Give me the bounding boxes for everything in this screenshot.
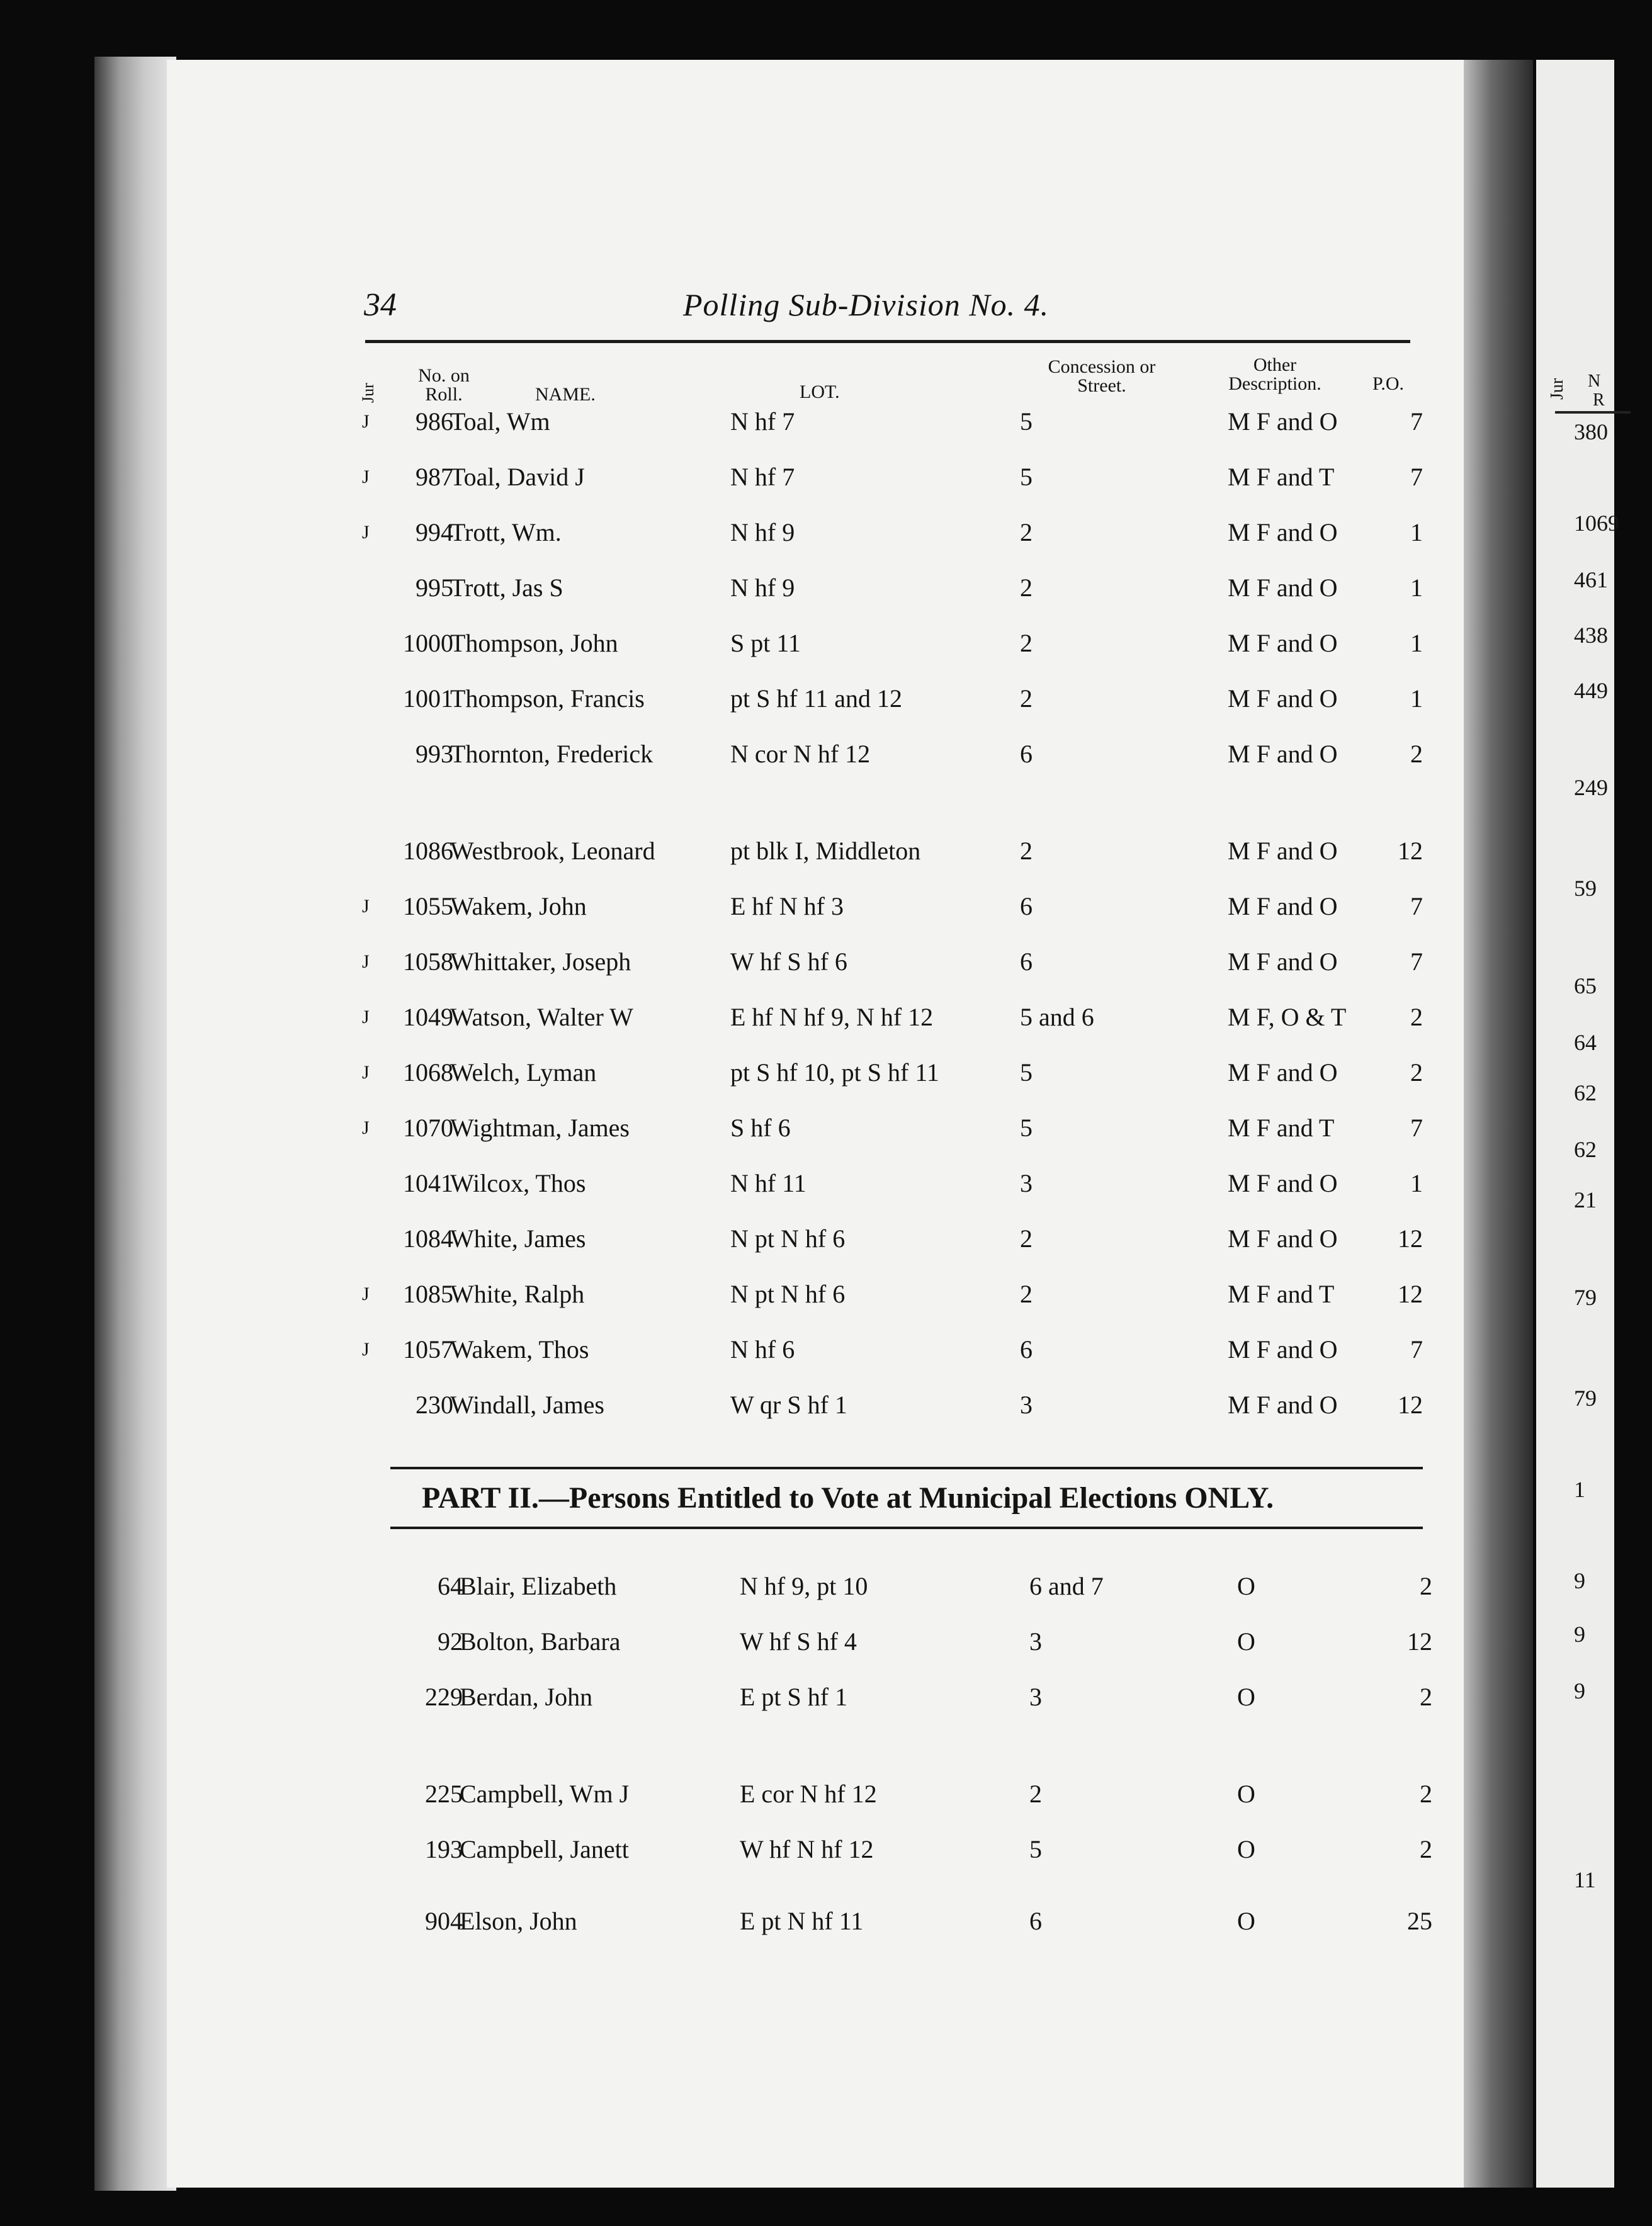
elector-name: Toal, David J <box>450 463 585 491</box>
next-page-roll-number: 79 <box>1574 1386 1597 1411</box>
lot-description: N pt N hf 6 <box>730 1280 846 1308</box>
elector-name: Trott, Wm. <box>450 518 562 546</box>
roll-entry-row <box>353 1165 1435 1202</box>
lot-description: N hf 6 <box>730 1335 795 1364</box>
other-description: M F and T <box>1228 463 1335 491</box>
concession: 3 <box>1029 1627 1042 1656</box>
roll-number: 1000 <box>403 629 453 657</box>
other-description: M F and O <box>1228 573 1338 602</box>
concession: 6 <box>1029 1907 1042 1935</box>
elector-name: Wakem, Thos <box>450 1335 589 1364</box>
roll-entry-row <box>362 1568 1445 1605</box>
juror-mark: J <box>362 1007 370 1027</box>
part2-rule-bottom <box>390 1527 1423 1529</box>
elector-name: Toal, Wm <box>450 407 550 436</box>
next-page-roll-number: 62 <box>1574 1080 1597 1105</box>
concession: 5 <box>1029 1835 1042 1863</box>
other-description: M F, O & T <box>1228 1003 1347 1031</box>
roll-entry-row <box>353 680 1435 718</box>
roll-entry-row <box>353 1054 1435 1092</box>
concession: 6 <box>1020 1335 1032 1364</box>
elector-name: Thompson, Francis <box>450 684 645 713</box>
post-office: 2 <box>1420 1572 1432 1600</box>
roll-number: 1055 <box>403 892 453 920</box>
concession: 5 <box>1020 407 1032 436</box>
roll-entry-row <box>362 1775 1445 1813</box>
lot-description: E cor N hf 12 <box>740 1780 877 1808</box>
other-description: M F and O <box>1228 518 1338 546</box>
next-page-roll-number: 1 <box>1574 1477 1585 1502</box>
post-office: 2 <box>1420 1835 1432 1863</box>
roll-number: 994 <box>416 518 453 546</box>
elector-name: Windall, James <box>450 1391 604 1419</box>
roll-entry-row <box>353 569 1435 607</box>
post-office: 2 <box>1410 1003 1423 1031</box>
concession: 6 and 7 <box>1029 1572 1104 1600</box>
next-page-roll-number: 9 <box>1574 1568 1585 1593</box>
other-description: O <box>1237 1907 1255 1935</box>
other-description: M F and O <box>1228 1335 1338 1364</box>
roll-number: 1049 <box>403 1003 453 1031</box>
elector-name: Wilcox, Thos <box>450 1169 586 1197</box>
elector-name: Thornton, Frederick <box>450 740 653 768</box>
other-description: M F and O <box>1228 629 1338 657</box>
post-office: 1 <box>1410 629 1423 657</box>
roll-entry-row <box>353 1109 1435 1147</box>
other-description: M F and O <box>1228 684 1338 713</box>
next-page-roll-number: 64 <box>1574 1030 1597 1055</box>
concession: 6 <box>1020 740 1032 768</box>
next-page-roll-number: 249 <box>1574 775 1608 800</box>
column-header-concession: Concession or Street. <box>1048 356 1156 396</box>
roll-number: 993 <box>416 740 453 768</box>
elector-name: Wightman, James <box>450 1114 630 1142</box>
other-description: M F and O <box>1228 740 1338 768</box>
other-description: O <box>1237 1572 1255 1600</box>
lot-description: pt S hf 10, pt S hf 11 <box>730 1058 939 1087</box>
juror-mark: J <box>362 1284 370 1304</box>
concession: 2 <box>1029 1780 1042 1808</box>
post-office: 2 <box>1410 740 1423 768</box>
elector-name: Thompson, John <box>450 629 618 657</box>
column-header-po: P.O. <box>1372 373 1405 394</box>
concession: 2 <box>1020 629 1032 657</box>
juror-mark: J <box>362 896 370 917</box>
post-office: 12 <box>1398 1224 1423 1253</box>
roll-number: 92 <box>438 1627 463 1656</box>
post-office: 12 <box>1398 837 1423 865</box>
roll-entry-row <box>362 1678 1445 1716</box>
roll-number: 1084 <box>403 1224 453 1253</box>
lot-description: W hf S hf 4 <box>740 1627 857 1656</box>
next-page-roll-number: 21 <box>1574 1187 1597 1212</box>
other-description: M F and O <box>1228 837 1338 865</box>
roll-number: 1058 <box>403 947 453 976</box>
roll-entry-row <box>353 1331 1435 1369</box>
roll-entry-row <box>353 1275 1435 1313</box>
elector-name: Trott, Jas S <box>450 573 563 602</box>
concession: 2 <box>1020 518 1032 546</box>
lot-description: N hf 9, pt 10 <box>740 1572 868 1600</box>
elector-name: Bolton, Barbara <box>460 1627 621 1656</box>
other-description: M F and T <box>1228 1114 1335 1142</box>
post-office: 1 <box>1410 684 1423 713</box>
roll-entry-row <box>362 1902 1445 1940</box>
next-page-edge <box>1536 60 1619 2188</box>
lot-description: N hf 9 <box>730 518 795 546</box>
header-rule <box>365 340 1410 343</box>
juror-mark: J <box>362 1117 370 1138</box>
elector-name: Watson, Walter W <box>450 1003 633 1031</box>
elector-name: Elson, John <box>460 1907 577 1935</box>
concession: 2 <box>1020 684 1032 713</box>
column-header-description: Other Description. <box>1228 354 1321 394</box>
lot-description: N cor N hf 12 <box>730 740 871 768</box>
roll-number: 904 <box>425 1907 463 1935</box>
elector-name: Welch, Lyman <box>450 1058 597 1087</box>
next-page-roll-number: 65 <box>1574 973 1597 998</box>
post-office: 2 <box>1420 1780 1432 1808</box>
book-gutter <box>1464 60 1533 2188</box>
roll-entry-row <box>353 624 1435 662</box>
column-header-jur: Jur <box>359 383 377 403</box>
roll-number: 64 <box>438 1572 463 1600</box>
lot-description: N hf 11 <box>730 1169 806 1197</box>
lot-description: E hf N hf 9, N hf 12 <box>730 1003 934 1031</box>
concession: 2 <box>1020 1280 1032 1308</box>
concession: 5 <box>1020 1058 1032 1087</box>
post-office: 1 <box>1410 573 1423 602</box>
lot-description: S hf 6 <box>730 1114 791 1142</box>
roll-number: 230 <box>416 1391 453 1419</box>
next-page-roll-number: 9 <box>1574 1678 1585 1703</box>
roll-number: 1001 <box>403 684 453 713</box>
lot-description: pt S hf 11 and 12 <box>730 684 902 713</box>
roll-number: 229 <box>425 1683 463 1711</box>
lot-description: S pt 11 <box>730 629 801 657</box>
roll-number: 193 <box>425 1835 463 1863</box>
lot-description: N pt N hf 6 <box>730 1224 846 1253</box>
post-office: 7 <box>1410 1114 1423 1142</box>
other-description: M F and O <box>1228 892 1338 920</box>
roll-entry-row <box>353 458 1435 496</box>
concession: 2 <box>1020 837 1032 865</box>
juror-mark: J <box>362 522 370 543</box>
running-head: Polling Sub-Division No. 4. <box>683 287 1049 322</box>
post-office: 2 <box>1410 1058 1423 1087</box>
elector-name: Campbell, Wm J <box>460 1780 630 1808</box>
elector-name: Wakem, John <box>450 892 587 920</box>
roll-number: 225 <box>425 1780 463 1808</box>
other-description: M F and O <box>1228 1224 1338 1253</box>
roll-entry-row <box>353 1220 1435 1258</box>
concession: 3 <box>1020 1391 1032 1419</box>
roll-entry-row <box>353 1386 1435 1424</box>
post-office: 12 <box>1407 1627 1432 1656</box>
other-description: O <box>1237 1627 1255 1656</box>
elector-name: Blair, Elizabeth <box>460 1572 617 1600</box>
roll-entry-row <box>353 943 1435 981</box>
concession: 5 <box>1020 1114 1032 1142</box>
next-page-rule <box>1555 411 1631 414</box>
lot-description: N hf 7 <box>730 407 795 436</box>
post-office: 12 <box>1398 1280 1423 1308</box>
concession: 2 <box>1020 1224 1032 1253</box>
next-page-roll-number: 62 <box>1574 1137 1597 1162</box>
concession: 5 <box>1020 463 1032 491</box>
lot-description: N hf 9 <box>730 573 795 602</box>
roll-entry-row <box>362 1623 1445 1661</box>
lot-description: N hf 7 <box>730 463 795 491</box>
lot-description: E pt S hf 1 <box>740 1683 848 1711</box>
lot-description: W hf S hf 6 <box>730 947 847 976</box>
juror-mark: J <box>362 1062 370 1083</box>
roll-number: 995 <box>416 573 453 602</box>
elector-name: Berdan, John <box>460 1683 593 1711</box>
roll-number: 1041 <box>403 1169 453 1197</box>
page-number: 34 <box>364 287 397 323</box>
other-description: O <box>1237 1835 1255 1863</box>
part2-heading: PART II.—Persons Entitled to Vote at Municipal Elections ONLY. <box>422 1481 1274 1515</box>
roll-number: 1086 <box>403 837 453 865</box>
juror-mark: J <box>362 951 370 972</box>
roll-number: 1068 <box>403 1058 453 1087</box>
juror-mark: J <box>362 466 370 487</box>
roll-entry-row <box>353 403 1435 441</box>
post-office: 1 <box>1410 518 1423 546</box>
column-header-name: NAME. <box>535 384 596 405</box>
post-office: 7 <box>1410 947 1423 976</box>
concession: 2 <box>1020 573 1032 602</box>
post-office: 7 <box>1410 1335 1423 1364</box>
other-description: M F and O <box>1228 1058 1338 1087</box>
concession: 6 <box>1020 947 1032 976</box>
other-description: M F and O <box>1228 947 1338 976</box>
roll-entry-row <box>353 998 1435 1036</box>
next-page-roll-number: 9 <box>1574 1622 1585 1647</box>
concession: 3 <box>1029 1683 1042 1711</box>
next-page-roll-number: 59 <box>1574 876 1597 901</box>
next-page-roll-number: 380 <box>1574 419 1608 444</box>
concession: 6 <box>1020 892 1032 920</box>
roll-number: 987 <box>416 463 453 491</box>
juror-mark: J <box>362 1339 370 1360</box>
elector-name: Campbell, Janett <box>460 1835 629 1863</box>
other-description: O <box>1237 1780 1255 1808</box>
next-page-jur-header: Jur <box>1547 378 1567 400</box>
next-page-roll-number: 11 <box>1574 1867 1596 1892</box>
other-description: M F and O <box>1228 1169 1338 1197</box>
next-page-r-header: R <box>1593 390 1605 410</box>
next-page-roll-number: 461 <box>1574 567 1608 592</box>
next-page-roll-number: 1069 <box>1574 511 1619 536</box>
column-header-lot: LOT. <box>800 381 840 402</box>
roll-entry-row <box>353 832 1435 870</box>
roll-number: 1085 <box>403 1280 453 1308</box>
lot-description: E pt N hf 11 <box>740 1907 864 1935</box>
roll-entry-row <box>353 514 1435 551</box>
elector-name: Whittaker, Joseph <box>450 947 631 976</box>
roll-number: 986 <box>416 407 453 436</box>
other-description: O <box>1237 1683 1255 1711</box>
lot-description: E hf N hf 3 <box>730 892 844 920</box>
lot-description: W hf N hf 12 <box>740 1835 874 1863</box>
page-edge <box>94 57 176 2191</box>
roll-entry-row <box>362 1831 1445 1868</box>
next-page-roll-number: 79 <box>1574 1285 1597 1310</box>
roll-entry-row <box>353 888 1435 925</box>
elector-name: Westbrook, Leonard <box>450 837 655 865</box>
concession: 3 <box>1020 1169 1032 1197</box>
concession: 5 and 6 <box>1020 1003 1094 1031</box>
post-office: 12 <box>1398 1391 1423 1419</box>
elector-name: White, James <box>450 1224 586 1253</box>
column-header-roll: No. on Roll. <box>418 365 470 405</box>
next-page-no-header: N <box>1588 371 1601 391</box>
lot-description: W qr S hf 1 <box>730 1391 847 1419</box>
next-page-roll-number: 438 <box>1574 623 1608 648</box>
next-page-roll-number: 449 <box>1574 678 1608 703</box>
post-office: 2 <box>1420 1683 1432 1711</box>
post-office: 1 <box>1410 1169 1423 1197</box>
post-office: 25 <box>1407 1907 1432 1935</box>
juror-mark: J <box>362 411 370 432</box>
lot-description: pt blk I, Middleton <box>730 837 921 865</box>
part2-rule-top <box>390 1467 1423 1469</box>
other-description: M F and O <box>1228 1391 1338 1419</box>
elector-name: White, Ralph <box>450 1280 585 1308</box>
other-description: M F and O <box>1228 407 1338 436</box>
roll-number: 1057 <box>403 1335 453 1364</box>
post-office: 7 <box>1410 892 1423 920</box>
other-description: M F and T <box>1228 1280 1335 1308</box>
post-office: 7 <box>1410 407 1423 436</box>
roll-number: 1070 <box>403 1114 453 1142</box>
roll-entry-row <box>353 735 1435 773</box>
post-office: 7 <box>1410 463 1423 491</box>
